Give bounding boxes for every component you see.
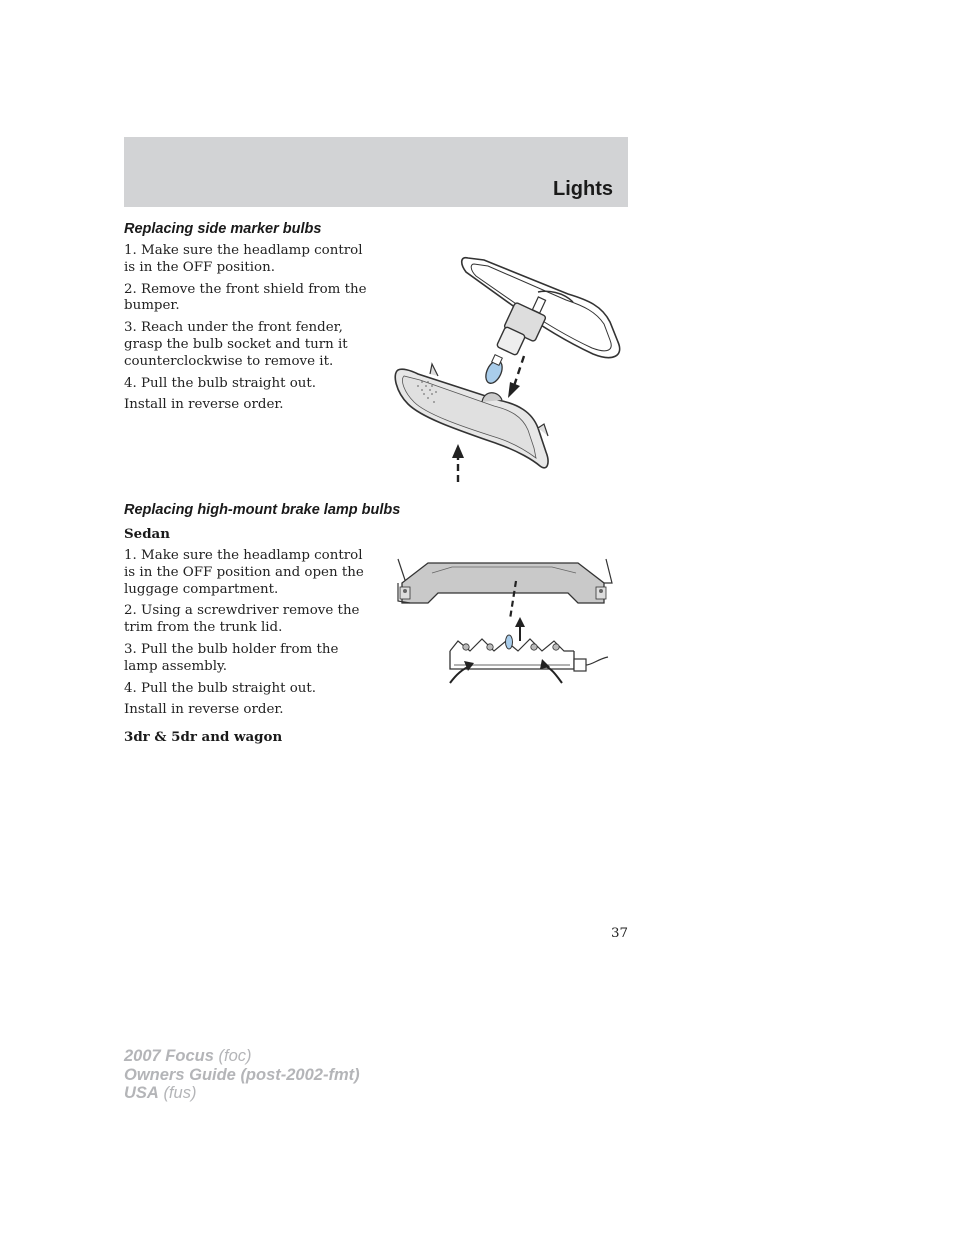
footer-model-code: (foc) <box>218 1047 252 1065</box>
page-number: 37 <box>610 926 628 941</box>
side-marker-step-1: 1. Make sure the headlamp control is in the OFF position. <box>124 243 363 275</box>
brake-lamp-heading: Replacing high-mount brake lamp bulbs <box>124 502 401 518</box>
side-marker-steps <box>124 243 374 419</box>
document-footer <box>124 1047 360 1103</box>
page-title: Lights <box>553 178 613 200</box>
footer-line-2 <box>124 1066 360 1085</box>
side-marker-heading: Replacing side marker bulbs <box>124 221 322 237</box>
brake-lamp-install-note: Install in reverse order. <box>124 702 284 718</box>
brake-lamp-step-3: 3. Pull the bulb holder from the lamp assembly. <box>124 641 339 674</box>
brake-lamp-steps <box>124 548 374 724</box>
brake-lamp-step-1: 1. Make sure the headlamp control is in the OFF position and open the luggage compartment. <box>124 548 364 597</box>
brake-lamp-illustration <box>392 553 614 687</box>
side-marker-install-note: Install in reverse order. <box>124 397 284 413</box>
footer-market-code: (fus) <box>163 1084 197 1102</box>
footer-guide: Owners Guide (post-2002-fmt) <box>124 1065 360 1084</box>
sedan-label: Sedan <box>124 526 170 542</box>
side-marker-step-4: 4. Pull the bulb straight out. <box>124 375 317 391</box>
side-marker-step-2: 2. Remove the front shield from the bumper. <box>124 281 367 314</box>
wagon-label: 3dr & 5dr and wagon <box>124 729 283 745</box>
footer-model: 2007 Focus <box>124 1047 214 1065</box>
side-marker-step-3: 3. Reach under the front fender, grasp the bulb socket and turn it counterclockwise to remove it. <box>124 320 348 369</box>
footer-line-1 <box>124 1047 360 1066</box>
footer-line-3 <box>124 1084 360 1103</box>
side-marker-illustration <box>388 252 624 488</box>
brake-lamp-step-2: 2. Using a screwdriver remove the trim from the trunk lid. <box>124 603 360 636</box>
footer-market: USA <box>124 1084 159 1102</box>
brake-lamp-step-4: 4. Pull the bulb straight out. <box>124 680 317 696</box>
section-header-band <box>124 137 628 207</box>
